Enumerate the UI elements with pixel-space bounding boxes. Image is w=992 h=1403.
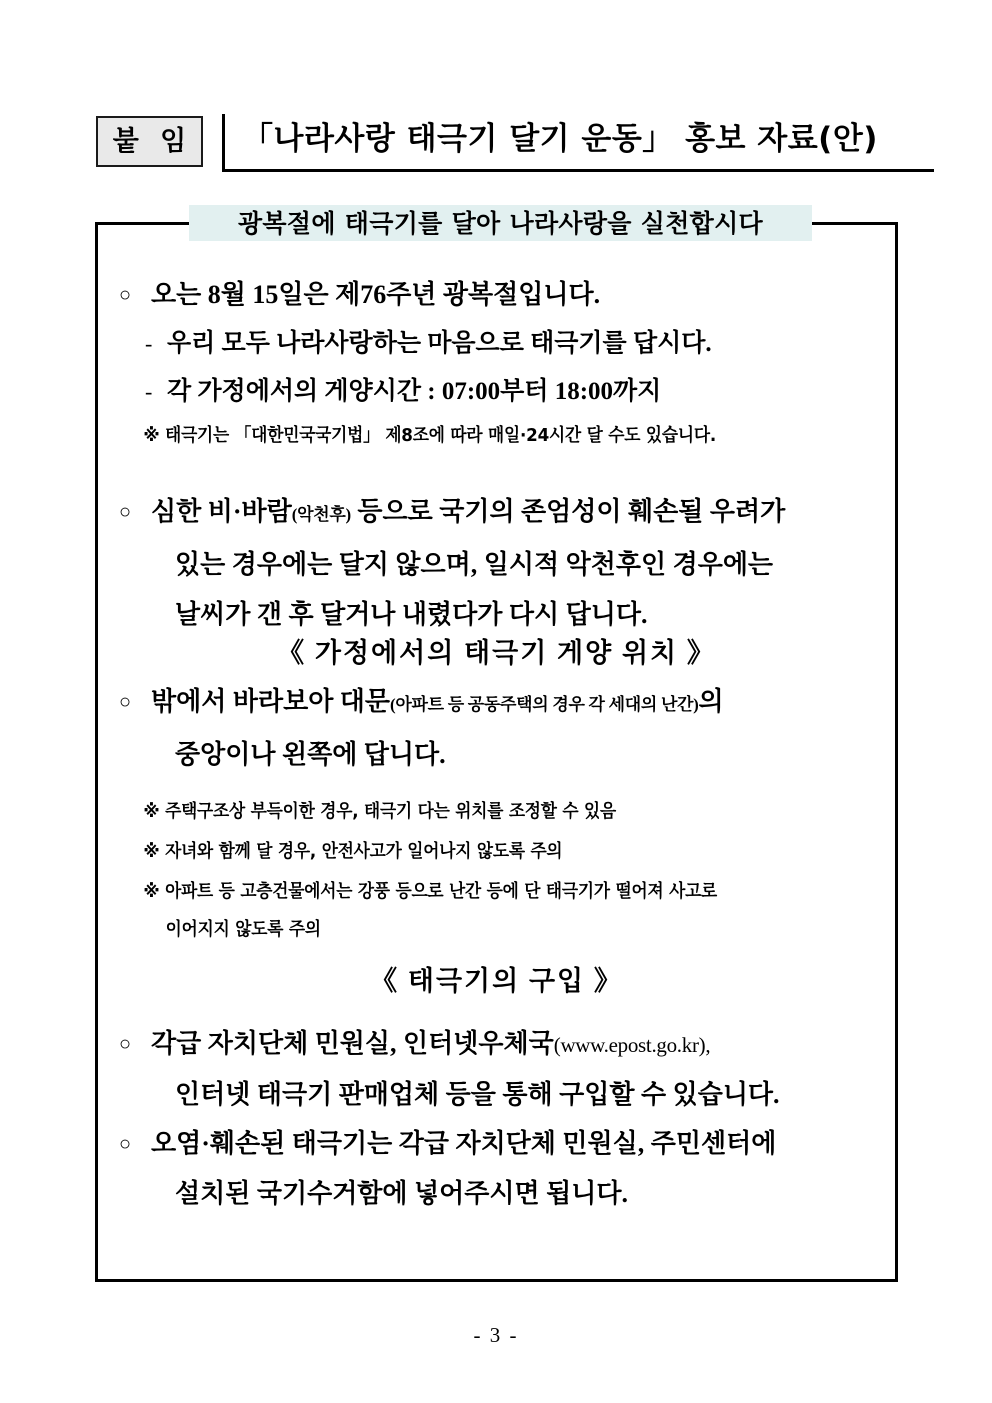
bullet-circle-icon: ○: [119, 1133, 132, 1155]
bullet-line: [95, 677, 898, 730]
campaign-banner-text: 광복절에 태극기를 달아 나라사랑을 실천합시다: [237, 208, 764, 238]
bullet-line: [95, 1019, 898, 1070]
bullet-text: 설치된 국기수거함에 넣어주시면 됩니다.: [175, 1179, 628, 1208]
note-line: ※ 태극기는 「대한민국국기법」 제8조에 따라 매일·24시간 달 수도 있습니다.: [143, 425, 717, 446]
section-heading-position: [95, 957, 898, 1005]
note-line: ※ 주택구조상 부득이한 경우, 태극기 다는 위치를 조정할 수 있음: [143, 801, 617, 822]
content-block-weather: [95, 487, 898, 640]
bullet-text: 날씨가 갠 후 달거나 내렸다가 다시 답니다.: [175, 600, 648, 629]
bullet-text: 중앙이나 왼쪽에 답니다.: [175, 740, 446, 769]
dash-icon: -: [145, 379, 153, 404]
text-part-paren: (악천후): [291, 505, 351, 524]
bullet-text: [119, 487, 785, 540]
bullet-line-continuation: [95, 1070, 898, 1120]
bullet-line-continuation: [95, 1169, 898, 1219]
note-line-continuation: 이어지지 않도록 주의: [165, 919, 321, 940]
content-block-position: [95, 677, 898, 948]
bullet-circle-icon: ○: [119, 501, 132, 523]
attachment-tag: 붙 임: [96, 116, 203, 167]
epost-url: (www.epost.go.kr),: [553, 1033, 711, 1057]
bullet-text: 있는 경우에는 달지 않으며, 일시적 악천후인 경우에는: [175, 550, 774, 579]
bullet-circle-icon: ○: [119, 284, 132, 306]
text-part-a: 각급 자치단체 민원실, 인터넷우체국: [151, 1029, 554, 1058]
bullet-text: [119, 677, 724, 730]
sub-bullet-text: 각 가정에서의 게양시간 : 07:00부터 18:00까지: [167, 378, 662, 405]
bullet-circle-icon: ○: [119, 1033, 132, 1055]
page-title: 「나라사랑 태극기 달기 운동」 홍보 자료(안): [242, 121, 878, 157]
bullet-line-continuation: [95, 540, 898, 590]
bullet-text: 오염·훼손된 태극기는 각급 자치단체 민원실, 주민센터에: [151, 1129, 777, 1158]
content-block-purchase: [95, 1019, 898, 1120]
document-header: [96, 114, 896, 176]
header-vertical-rule: [222, 114, 225, 172]
sub-bullet-line: [95, 320, 898, 368]
dash-icon: -: [145, 331, 153, 356]
header-horizontal-rule: [222, 169, 934, 172]
text-part-paren: (아파트 등 공동주택의 경우 각 세대의 난간): [390, 695, 699, 714]
bullet-line: [95, 1119, 898, 1169]
text-part-c: 의: [698, 687, 724, 716]
text-part-c: 등으로 국기의 존엄성이 훼손될 우려가: [350, 497, 786, 526]
bullet-text: 인터넷 태극기 판매업체 등을 통해 구입할 수 있습니다.: [175, 1080, 780, 1109]
note-line: ※ 자녀와 함께 달 경우, 안전사고가 일어나지 않도록 주의: [143, 841, 563, 862]
note-line: ※ 아파트 등 고층건물에서는 강풍 등으로 난간 등에 단 태극기가 떨어져 사고로: [143, 881, 718, 902]
sub-bullet-line: [95, 368, 898, 416]
bullet-text: [119, 1019, 710, 1070]
bullet-line: [95, 270, 898, 320]
content-body: [95, 222, 898, 1282]
sub-bullet-text: 우리 모두 나라사랑하는 마음으로 태극기를 답시다.: [167, 330, 712, 357]
section-heading: 《 가정에서의 태극기 게양 위치 》: [277, 638, 716, 668]
content-block-holiday: [95, 270, 898, 456]
text-part-a: 심한 비·바람: [151, 497, 292, 526]
bullet-line: [95, 487, 898, 540]
bullet-circle-icon: ○: [119, 691, 132, 713]
text-part-a: 밖에서 바라보아 대문: [151, 687, 391, 716]
content-block-disposal: [95, 1119, 898, 1219]
bullet-line-continuation: [95, 730, 898, 780]
section-heading: 《 태극기의 구입 》: [370, 966, 623, 996]
bullet-text: 오는 8월 15일은 제76주년 광복절입니다.: [151, 280, 601, 309]
page-number: - 3 -: [473, 1323, 519, 1347]
section-heading-position: [95, 629, 898, 677]
